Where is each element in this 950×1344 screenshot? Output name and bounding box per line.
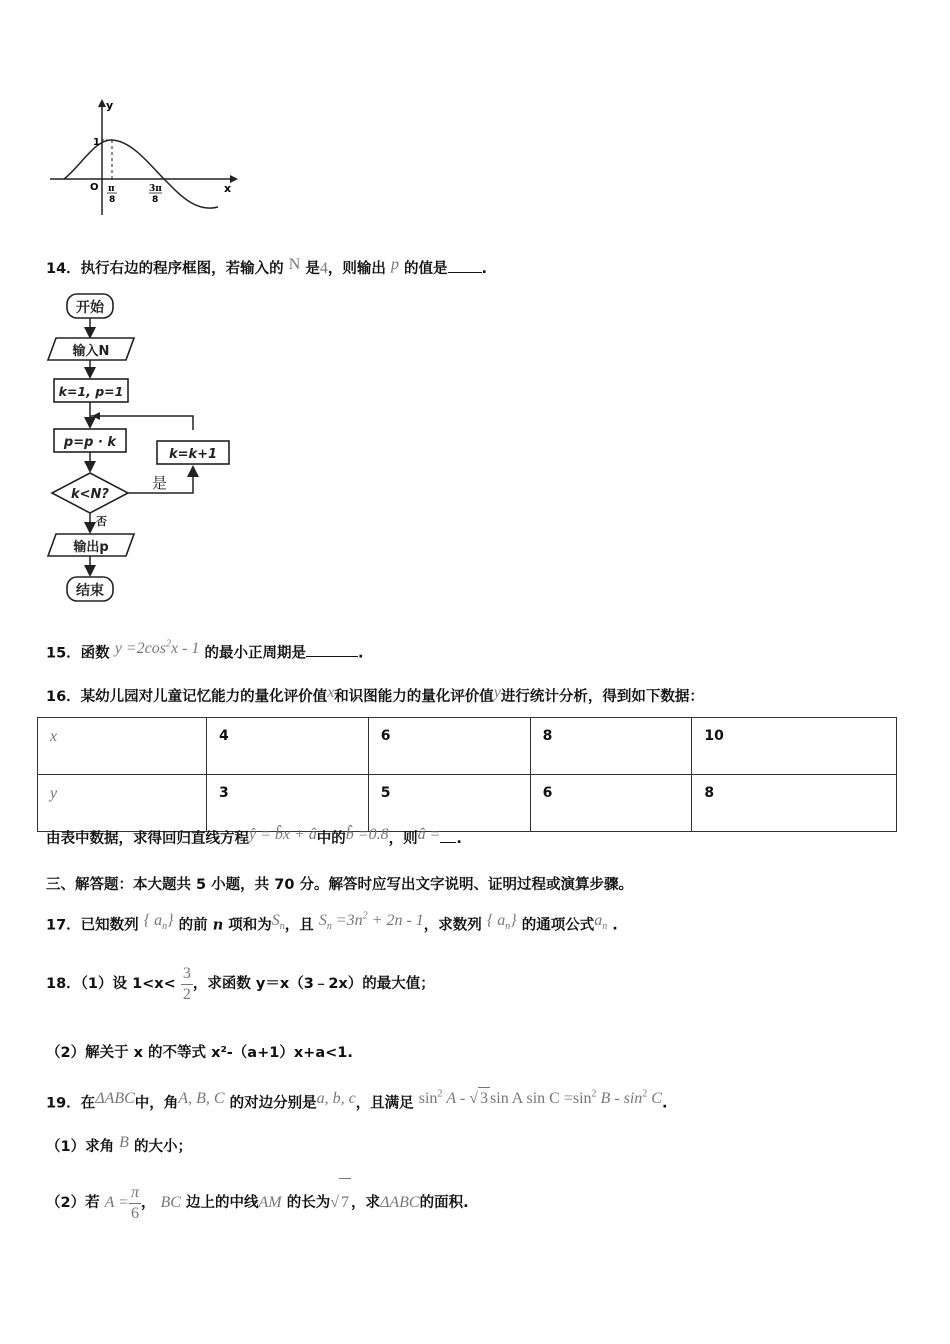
q14-text (46, 258, 487, 280)
q19-prefix: 19．在 (46, 1095, 96, 1112)
q16-data-table (37, 717, 897, 832)
q19-p2-mid4: ，求 (350, 1195, 380, 1211)
q17-end: . (612, 917, 618, 934)
q17-mid2: 项和为 (228, 917, 272, 934)
table-row (38, 775, 897, 832)
table-cell: 6 (368, 718, 530, 775)
flow-calc-text: p=p · k (63, 435, 117, 450)
q19-mid2: 的对边分别是 (229, 1095, 317, 1112)
q14-val: 4 (319, 260, 328, 277)
q19-tri: ΔABC (95, 1090, 135, 1108)
q16-after-prefix: 由表中数据，求得回归直线方程 (46, 831, 249, 847)
q16-end: . (456, 831, 462, 847)
q14-p: p (390, 256, 399, 273)
q19-p2-mid3: 的长为 (286, 1195, 331, 1211)
q15-text (46, 638, 364, 664)
q19-text (46, 1088, 667, 1114)
flow-output-text: 输出p (73, 540, 109, 555)
q18-p1-prefix: 18．（1）设 1<x< (46, 976, 176, 992)
q16-b-value: b̂ =0.8 (345, 826, 389, 843)
q16-after-text (46, 828, 462, 850)
table-cell: 6 (530, 775, 692, 832)
q17-n: n (212, 916, 224, 934)
table-header-cell: y (38, 775, 207, 832)
sine-graph (40, 95, 250, 220)
flowchart (40, 290, 250, 610)
flow-input-text: 输入N (72, 344, 110, 359)
table-cell: 4 (207, 718, 369, 775)
q19-p2-A: A = (104, 1194, 129, 1211)
q19-part2 (46, 1178, 469, 1227)
q17-mid: 的前 (178, 917, 208, 934)
tick1-den: 8 (109, 195, 116, 205)
q14-suffix: 的值是 (404, 261, 448, 277)
table-cell: 10 (692, 718, 897, 775)
q19-sides: a, b, c (316, 1090, 356, 1108)
q15-blank (306, 642, 358, 657)
q18-part1 (46, 962, 435, 1006)
q19-p2-fraction: $\frac{\pi}{6}$ (130, 1183, 139, 1222)
q14-blank (448, 258, 482, 273)
q16-after-mid: 中的 (316, 831, 346, 847)
q17-seq2: { $a_n$} (486, 912, 517, 933)
q17-prefix: 17．已知数列 (46, 917, 139, 934)
q15-suffix: 的最小正周期是 (204, 645, 306, 662)
q17-mid3: ，且 (284, 917, 314, 934)
q17-S: $S_n$ (271, 912, 285, 933)
q19-angles: A, B, C (178, 1090, 225, 1108)
q16-suffix: 进行统计分析，得到如下数据： (500, 689, 704, 705)
q16-y: y (493, 684, 501, 701)
tick2-num: 3π (149, 184, 162, 194)
x-label: x (224, 182, 232, 195)
table-cell: 5 (368, 775, 530, 832)
table-header-cell: x (38, 718, 207, 775)
flow-start-text: 开始 (76, 300, 104, 316)
q17-mid5: 的通项公式 (521, 917, 595, 934)
q19-p2-mid2: 边上的中线 (186, 1195, 259, 1211)
table-row (38, 718, 897, 775)
q18-fraction: $\frac{3}{2}$ (182, 964, 191, 1003)
q16-blank (440, 828, 456, 843)
tick2-den: 8 (152, 195, 159, 205)
q17-seq: { $a_n$} (143, 912, 174, 933)
flow-yes-label: 是 (152, 474, 168, 492)
q16-text (46, 686, 704, 708)
table-cell: 3 (207, 775, 369, 832)
y-label: y (106, 99, 114, 112)
q16-x: x (327, 684, 335, 701)
q19-end: . (661, 1095, 668, 1112)
q15-prefix: 15．函数 (46, 645, 110, 662)
q19-p2-tri: ΔABC (379, 1194, 420, 1211)
one-label: 1 (93, 137, 100, 148)
q19-part1 (46, 1136, 192, 1158)
q19-p2-prefix: （2）若 (46, 1195, 100, 1211)
q18-p1-suffix: ，求函数 y＝x（3﹣2x）的最大值； (192, 976, 435, 992)
tick1-num: π (108, 184, 115, 194)
q19-p2-sqrt: √ 7 (330, 1194, 351, 1211)
q17-text (46, 910, 618, 943)
q16-mid: 和识图能力的量化评价值 (334, 689, 494, 705)
q18-part2: （2）解关于 x 的不等式 x²-（a+1）x+a<1. (46, 1045, 353, 1061)
q16-after-mid2: ，则 (388, 831, 418, 847)
table-cell: 8 (692, 775, 897, 832)
q19-p2-suffix: 的面积. (419, 1195, 469, 1211)
flow-end-text: 结束 (76, 583, 104, 599)
y-axis-arrow (98, 99, 106, 107)
q16-prefix: 16．某幼儿园对儿童记忆能力的量化评价值 (46, 689, 328, 705)
q19-p2-AM: AM (258, 1194, 282, 1211)
q14-mid: 是 (305, 261, 320, 277)
q16-equation: ŷ = b̂x + â (249, 826, 317, 843)
section3-heading: 三、解答题：本大题共 5 小题，共 70 分。解答时应写出文字说明、证明过程或演算步骤。 (46, 877, 633, 893)
q19-equation: $\sin^2 A$ - √ 3 sin A $\sin C =\sin^2$ B - $\sin^2 C$ (419, 1090, 662, 1107)
q19-p1-B: B (119, 1134, 129, 1151)
q19-p2-BC: BC (160, 1194, 181, 1211)
sine-curve (64, 140, 218, 208)
q16-a-expr: â = (417, 826, 441, 843)
q19-p1-suffix: 的大小； (134, 1139, 192, 1155)
flow-no-label: 否 (96, 515, 107, 528)
flow-cond-text: k<N? (71, 487, 109, 502)
q17-eq: $S_n =3n^2 + 2n - 1$ (318, 911, 424, 933)
flow-incr-text: k=k+1 (168, 447, 218, 462)
q15-formula: $y =2\cos^2x - 1$ (114, 639, 200, 658)
x-axis-arrow (230, 175, 238, 183)
q15-end: . (357, 645, 364, 662)
q14-prefix: 14．执行右边的程序框图，若输入的 (46, 261, 284, 277)
q19-p2-mid: ， (140, 1195, 156, 1211)
flow-loop-line (90, 416, 193, 430)
flow-init-text: k=1, p=1 (58, 384, 124, 399)
origin-label: O (90, 182, 99, 193)
q14-N: N (288, 256, 301, 273)
q14-end: . (481, 261, 488, 277)
q19-p1-prefix: （1）求角 (46, 1139, 115, 1155)
q17-an: $a_n$ (594, 912, 608, 933)
table-cell: 8 (530, 718, 692, 775)
q19-mid: 中，角 (134, 1095, 179, 1112)
q19-mid3: ，且满足 (355, 1095, 414, 1112)
q17-mid4: ，求数列 (423, 917, 482, 934)
q14-mid2: ，则输出 (327, 261, 386, 277)
